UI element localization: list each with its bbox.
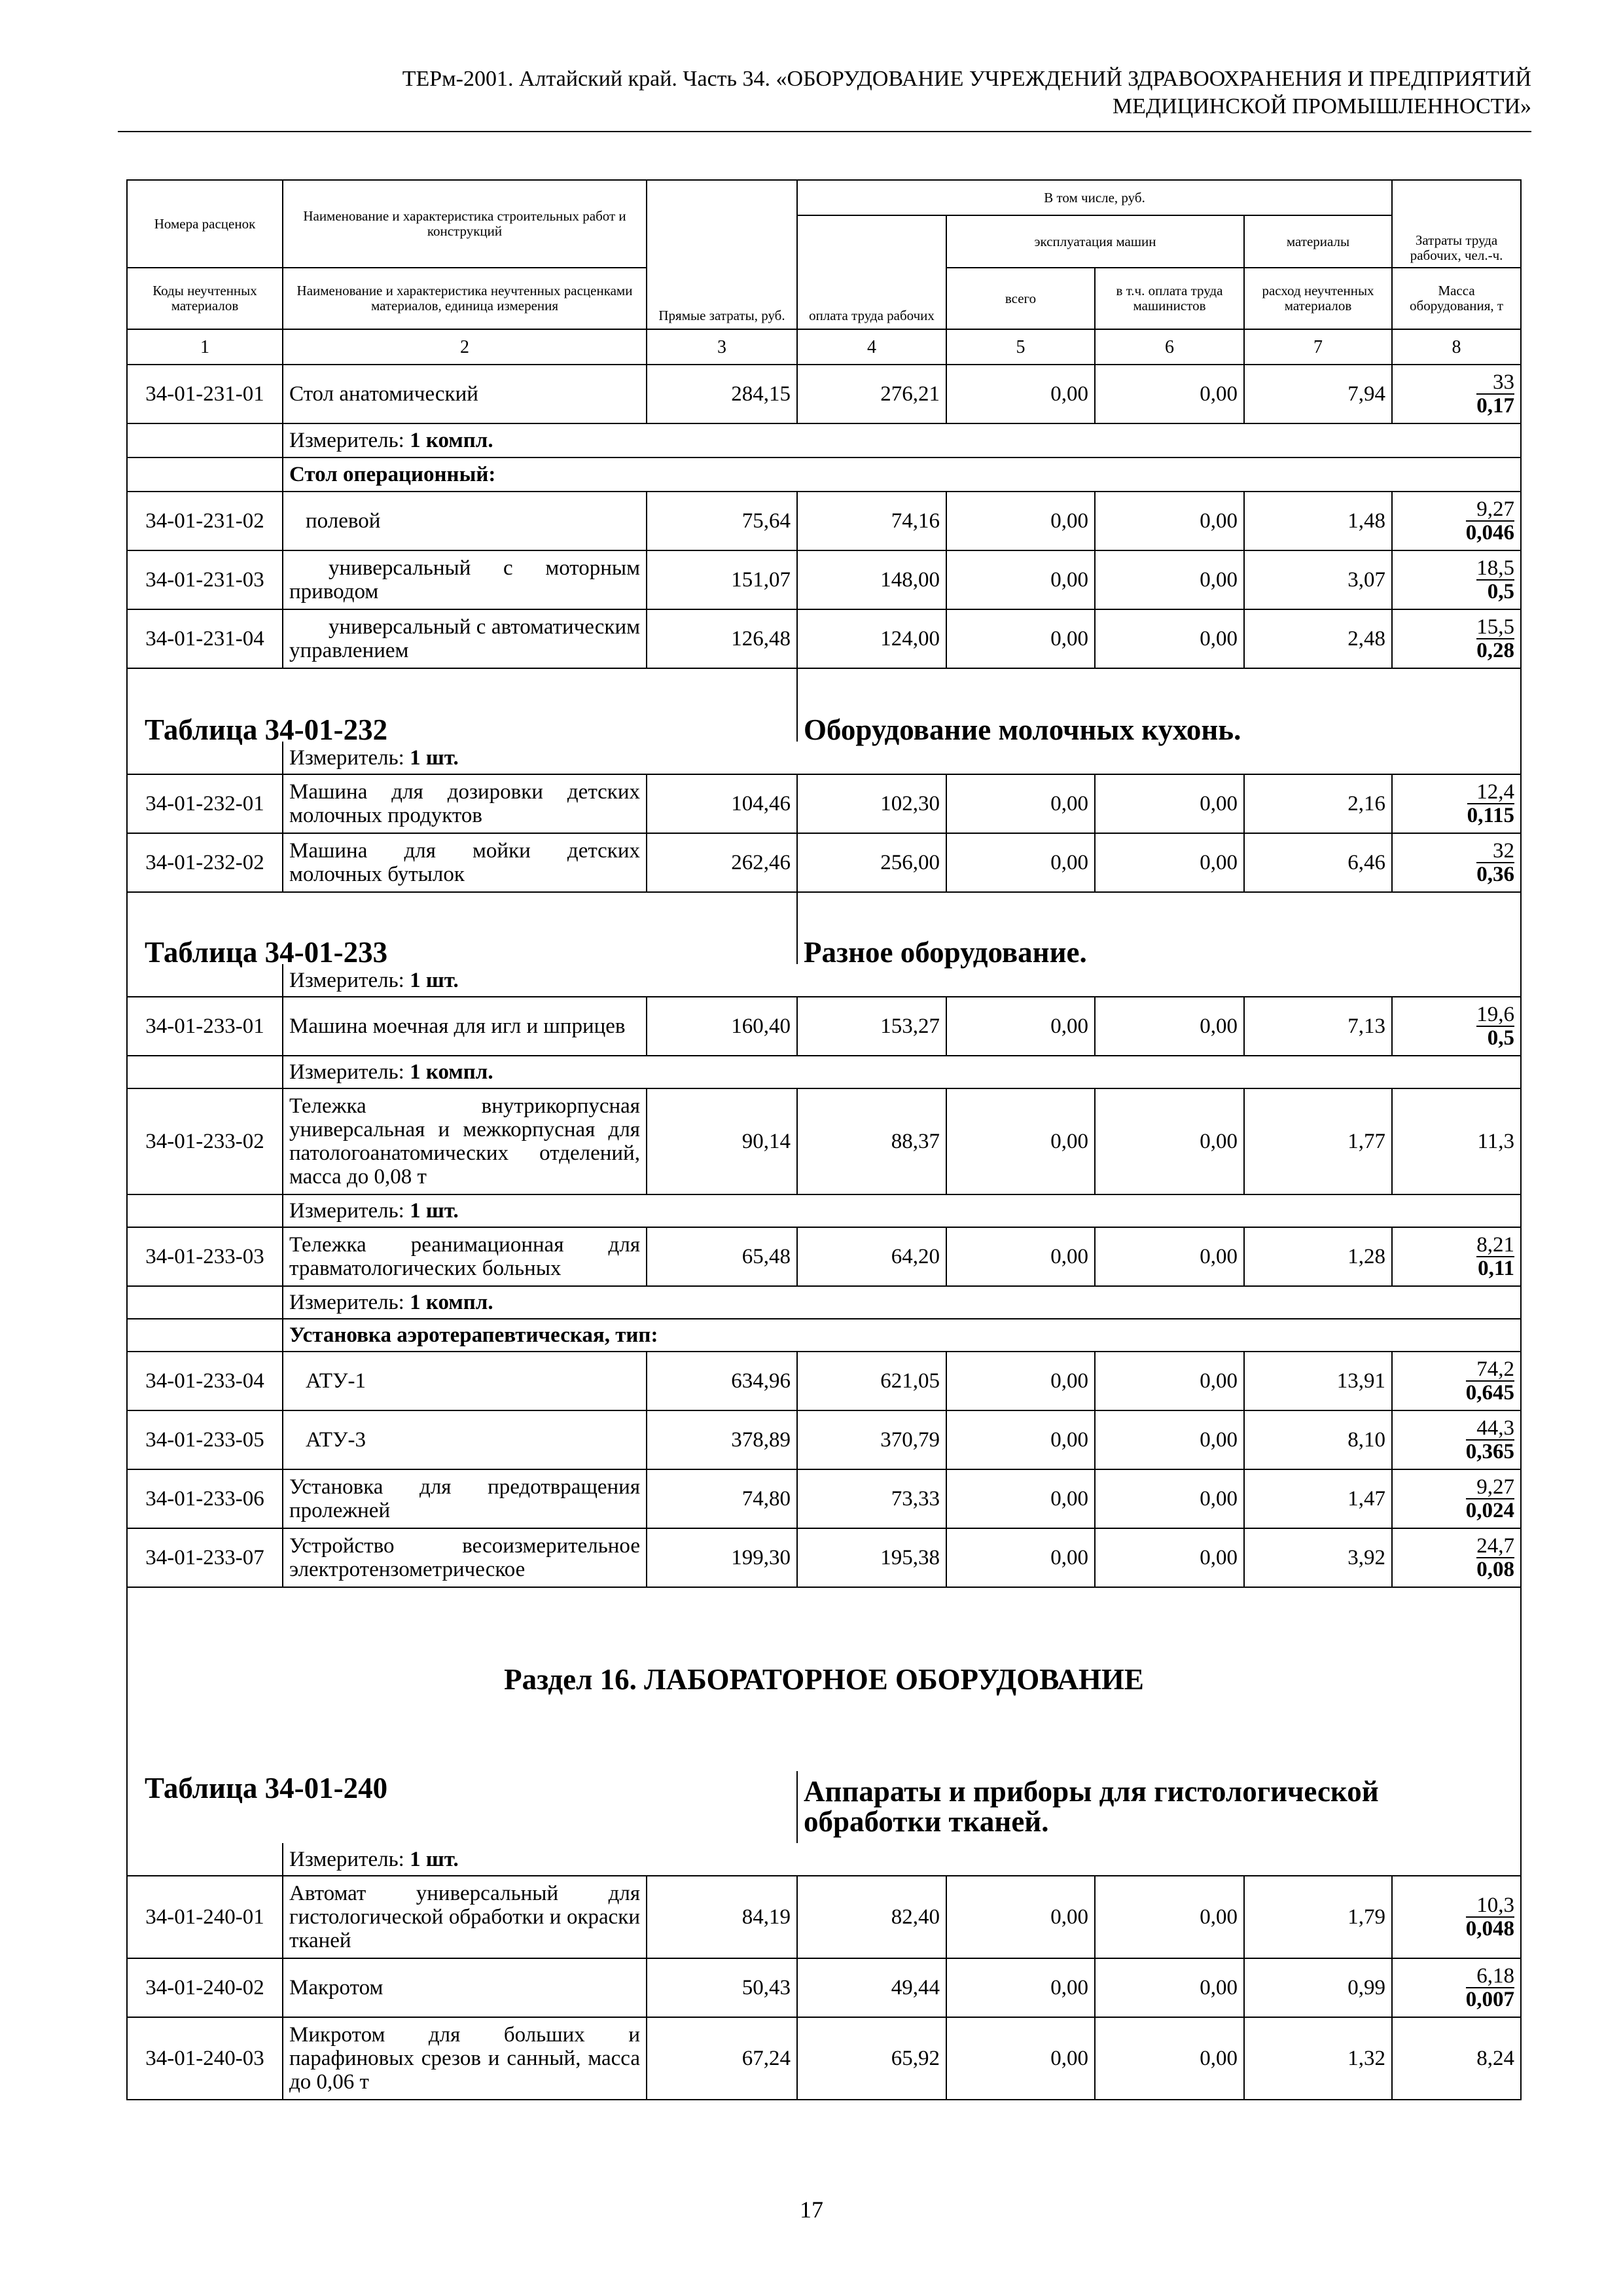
- table-title: Разное оборудование.: [797, 892, 1521, 964]
- machinists-pay: 0,00: [1095, 833, 1244, 892]
- materials: 1,47: [1244, 1469, 1392, 1528]
- rate-code: 34-01-240-01: [127, 1876, 283, 1958]
- rate-code: 34-01-240-02: [127, 1958, 283, 2017]
- rate-code: 34-01-233-01: [127, 997, 283, 1056]
- measure-row: Измеритель: 1 шт.: [283, 964, 1521, 997]
- labor-mass-fraction: $\frac{74,2}{0,645}$: [1465, 1357, 1515, 1405]
- machines-total: 0,00: [946, 833, 1095, 892]
- rate-code: 34-01-231-01: [127, 365, 283, 423]
- machinists-pay: 0,00: [1095, 1088, 1244, 1194]
- labor-pay: 621,05: [797, 1352, 946, 1410]
- labor-pay: 153,27: [797, 997, 946, 1056]
- table-row: [127, 997, 1521, 1056]
- labor-mass-fraction: $\frac{8,21}{0,11}$: [1476, 1232, 1515, 1280]
- rate-name: Макротом: [283, 1958, 647, 2017]
- table-row: [127, 1876, 1521, 1958]
- machines-total: 0,00: [946, 609, 1095, 668]
- labor-pay: 195,38: [797, 1528, 946, 1587]
- materials: 8,10: [1244, 1410, 1392, 1469]
- th-material-consumption: расход неучтенных материалов: [1244, 268, 1392, 329]
- table-number: Таблица 34-01-240: [127, 1771, 797, 1843]
- th-machines: эксплуатация машин: [946, 215, 1244, 268]
- th-total: всего: [946, 268, 1095, 329]
- labor-pay: 124,00: [797, 609, 946, 668]
- labor-pay: 65,92: [797, 2017, 946, 2100]
- table-row: [127, 1469, 1521, 1528]
- table-number: Таблица 34-01-233: [127, 892, 797, 964]
- rate-name: Машина для мойки детских молочных бутылок: [283, 833, 647, 892]
- rate-name: Устройство весоизмерительное электротензометрическое: [283, 1528, 647, 1587]
- rate-name: Автомат универсальный для гистологической обработки и окраски тканей: [283, 1876, 647, 1958]
- section-title: Раздел 16. ЛАБОРАТОРНОЕ ОБОРУДОВАНИЕ: [127, 1587, 1521, 1771]
- header-line-1: ТЕРм-2001. Алтайский край. Часть 34. «ОБОРУДОВАНИЕ УЧРЕЖДЕНИЙ ЗДРАВООХРАНЕНИЯ И ПРЕДПРИЯТИЙ: [402, 67, 1531, 91]
- table-row: [127, 1410, 1521, 1469]
- col-number: 5: [946, 329, 1095, 365]
- materials: 1,79: [1244, 1876, 1392, 1958]
- labor-pay: 256,00: [797, 833, 946, 892]
- rate-code: 34-01-232-02: [127, 833, 283, 892]
- header-line-2: МЕДИЦИНСКОЙ ПРОМЫШЛЕННОСТИ»: [1112, 94, 1531, 118]
- rate-name: полевой: [283, 492, 647, 550]
- rate-name: Машина для дозировки детских молочных продуктов: [283, 774, 647, 833]
- labor-pay: 370,79: [797, 1410, 946, 1469]
- machinists-pay: 0,00: [1095, 609, 1244, 668]
- rate-name: Тележка реанимационная для травматологических больных: [283, 1227, 647, 1286]
- labor-mass-fraction: $\frac{9,27}{0,024}$: [1465, 1475, 1515, 1522]
- table-row: [127, 774, 1521, 833]
- materials: 13,91: [1244, 1352, 1392, 1410]
- direct-cost: 104,46: [647, 774, 797, 833]
- machines-total: 0,00: [946, 1227, 1095, 1286]
- materials: 6,46: [1244, 833, 1392, 892]
- measure-row: Измеритель: 1 шт.: [283, 1843, 1521, 1876]
- direct-cost: 75,64: [647, 492, 797, 550]
- rate-code: 34-01-233-04: [127, 1352, 283, 1410]
- th-incl: В том числе, руб.: [797, 180, 1392, 215]
- labor-mass-fraction: $\frac{10,3}{0,048}$: [1465, 1893, 1515, 1941]
- labor-mass-fraction: $\frac{19,6}{0,5}$: [1476, 1002, 1515, 1050]
- th-name-materials: Наименование и характеристика неучтенных расценками материалов, единица измерения: [283, 268, 647, 329]
- machinists-pay: 0,00: [1095, 365, 1244, 423]
- th-mass: Масса оборудования, т: [1392, 268, 1521, 329]
- direct-cost: 126,48: [647, 609, 797, 668]
- group-title: Стол операционный:: [283, 457, 1521, 492]
- machines-total: 0,00: [946, 492, 1095, 550]
- direct-cost: 284,15: [647, 365, 797, 423]
- rate-name: АТУ-1: [283, 1352, 647, 1410]
- machines-total: 0,00: [946, 1876, 1095, 1958]
- th-codes: Коды неучтенных материалов: [127, 268, 283, 329]
- header-rule: [118, 131, 1531, 132]
- machinists-pay: 0,00: [1095, 1876, 1244, 1958]
- machines-total: 0,00: [946, 1410, 1095, 1469]
- machines-total: 0,00: [946, 1088, 1095, 1194]
- materials: 1,32: [1244, 2017, 1392, 2100]
- measure-row: Измеритель: 1 шт.: [283, 742, 1521, 774]
- machines-total: 0,00: [946, 1352, 1095, 1410]
- direct-cost: 90,14: [647, 1088, 797, 1194]
- th-labor-pay: оплата труда рабочих: [797, 215, 946, 329]
- rate-name: Стол анатомический: [283, 365, 647, 423]
- measure-row: Измеритель: 1 компл.: [283, 1286, 1521, 1319]
- col-number: 2: [283, 329, 647, 365]
- materials: 1,77: [1244, 1088, 1392, 1194]
- machinists-pay: 0,00: [1095, 1958, 1244, 2017]
- labor-mass-fraction: $\frac{18,5}{0,5}$: [1476, 556, 1515, 603]
- machines-total: 0,00: [946, 1528, 1095, 1587]
- rate-name: Установка для предотвращения пролежней: [283, 1469, 647, 1528]
- labor-pay: 73,33: [797, 1469, 946, 1528]
- machinists-pay: 0,00: [1095, 1528, 1244, 1587]
- labor-pay: 148,00: [797, 550, 946, 609]
- materials: 7,94: [1244, 365, 1392, 423]
- machinists-pay: 0,00: [1095, 1227, 1244, 1286]
- direct-cost: 67,24: [647, 2017, 797, 2100]
- th-labor-cost: Затраты труда рабочих, чел.-ч.: [1392, 180, 1521, 268]
- rate-code: 34-01-232-01: [127, 774, 283, 833]
- rate-code: 34-01-233-06: [127, 1469, 283, 1528]
- direct-cost: 74,80: [647, 1469, 797, 1528]
- rate-code: 34-01-233-05: [127, 1410, 283, 1469]
- table-row: [127, 1528, 1521, 1587]
- col-number: 4: [797, 329, 946, 365]
- table-row: [127, 833, 1521, 892]
- labor-mass-fraction: $\frac{44,3}{0,365}$: [1465, 1416, 1515, 1463]
- machinists-pay: 0,00: [1095, 1469, 1244, 1528]
- measure-row: Измеритель: 1 компл.: [283, 423, 1521, 457]
- table-number: Таблица 34-01-232: [127, 668, 797, 742]
- rate-code: 34-01-240-03: [127, 2017, 283, 2100]
- table-row: [127, 492, 1521, 550]
- rate-name: Машина моечная для игл и шприцев: [283, 997, 647, 1056]
- direct-cost: 634,96: [647, 1352, 797, 1410]
- labor-pay: 49,44: [797, 1958, 946, 2017]
- machines-total: 0,00: [946, 997, 1095, 1056]
- table-row: [127, 1227, 1521, 1286]
- rate-name: Тележка внутрикорпусная универсальная и межкорпусная для патологоанатомических отделений, масса до 0,08 т: [283, 1088, 647, 1194]
- table-row: [127, 365, 1521, 423]
- labor-mass-fraction: $\frac{33}{0,17}$: [1476, 370, 1515, 418]
- machinists-pay: 0,00: [1095, 2017, 1244, 2100]
- machinists-pay: 0,00: [1095, 492, 1244, 550]
- materials: 7,13: [1244, 997, 1392, 1056]
- rate-code: 34-01-231-03: [127, 550, 283, 609]
- machines-total: 0,00: [946, 1958, 1095, 2017]
- machinists-pay: 0,00: [1095, 774, 1244, 833]
- materials: 3,07: [1244, 550, 1392, 609]
- direct-cost: 262,46: [647, 833, 797, 892]
- direct-cost: 378,89: [647, 1410, 797, 1469]
- materials: 3,92: [1244, 1528, 1392, 1587]
- group-title: Установка аэротерапевтическая, тип:: [283, 1319, 1521, 1352]
- table-row: [127, 609, 1521, 668]
- labor-cost: 8,24: [1392, 2017, 1521, 2100]
- measure-row: Измеритель: 1 шт.: [283, 1194, 1521, 1227]
- measure-row: Измеритель: 1 компл.: [283, 1056, 1521, 1088]
- rate-name: АТУ-3: [283, 1410, 647, 1469]
- labor-mass-fraction: $\frac{32}{0,36}$: [1476, 838, 1515, 886]
- labor-mass-fraction: $\frac{9,27}{0,046}$: [1465, 497, 1515, 545]
- th-direct: Прямые затраты, руб.: [647, 180, 797, 329]
- labor-pay: 88,37: [797, 1088, 946, 1194]
- labor-mass-fraction: $\frac{6,18}{0,007}$: [1465, 1964, 1515, 2011]
- machinists-pay: 0,00: [1095, 1352, 1244, 1410]
- labor-mass-fraction: $\frac{12,4}{0,115}$: [1467, 780, 1515, 827]
- th-incl-machinists: в т.ч. оплата труда машинистов: [1095, 268, 1244, 329]
- materials: 0,99: [1244, 1958, 1392, 2017]
- labor-mass-fraction: $\frac{24,7}{0,08}$: [1476, 1534, 1515, 1581]
- materials: 1,28: [1244, 1227, 1392, 1286]
- th-materials: материалы: [1244, 215, 1392, 268]
- materials: 1,48: [1244, 492, 1392, 550]
- col-number: 8: [1392, 329, 1521, 365]
- table-title: Аппараты и приборы для гистологической обработки тканей.: [797, 1771, 1521, 1843]
- direct-cost: 84,19: [647, 1876, 797, 1958]
- labor-pay: 74,16: [797, 492, 946, 550]
- direct-cost: 160,40: [647, 997, 797, 1056]
- materials: 2,16: [1244, 774, 1392, 833]
- th-rates-no: Номера расценок: [127, 180, 283, 268]
- rate-name: Микротом для больших и парафиновых срезов и санный, масса до 0,06 т: [283, 2017, 647, 2100]
- machines-total: 0,00: [946, 365, 1095, 423]
- table-row: [127, 550, 1521, 609]
- table-row: [127, 1352, 1521, 1410]
- col-number: 1: [127, 329, 283, 365]
- labor-pay: 102,30: [797, 774, 946, 833]
- labor-mass-fraction: $\frac{15,5}{0,28}$: [1476, 615, 1515, 662]
- rate-code: 34-01-231-02: [127, 492, 283, 550]
- table-title: Оборудование молочных кухонь.: [797, 668, 1521, 742]
- machines-total: 0,00: [946, 550, 1095, 609]
- machinists-pay: 0,00: [1095, 550, 1244, 609]
- running-header: [118, 65, 1531, 120]
- table-row: [127, 1088, 1521, 1194]
- col-number: 3: [647, 329, 797, 365]
- direct-cost: 65,48: [647, 1227, 797, 1286]
- labor-pay: 82,40: [797, 1876, 946, 1958]
- col-number: 6: [1095, 329, 1244, 365]
- rate-code: 34-01-233-02: [127, 1088, 283, 1194]
- machines-total: 0,00: [946, 2017, 1095, 2100]
- rate-code: 34-01-233-07: [127, 1528, 283, 1587]
- rate-name: универсальный с автоматическим управлением: [283, 609, 647, 668]
- machinists-pay: 0,00: [1095, 1410, 1244, 1469]
- machines-total: 0,00: [946, 1469, 1095, 1528]
- rate-code: 34-01-233-03: [127, 1227, 283, 1286]
- rate-name: универсальный с моторным приводом: [283, 550, 647, 609]
- machines-total: 0,00: [946, 774, 1095, 833]
- table-row: [127, 2017, 1521, 2100]
- labor-pay: 276,21: [797, 365, 946, 423]
- rate-code: 34-01-231-04: [127, 609, 283, 668]
- direct-cost: 151,07: [647, 550, 797, 609]
- page-number: 17: [800, 2197, 823, 2223]
- col-number: 7: [1244, 329, 1392, 365]
- materials: 2,48: [1244, 609, 1392, 668]
- direct-cost: 199,30: [647, 1528, 797, 1587]
- table-row: [127, 1958, 1521, 2017]
- rates-table: [126, 179, 1522, 2100]
- labor-pay: 64,20: [797, 1227, 946, 1286]
- labor-cost: 11,3: [1392, 1088, 1521, 1194]
- machinists-pay: 0,00: [1095, 997, 1244, 1056]
- th-name-works: Наименование и характеристика строительных работ и конструкций: [283, 180, 647, 268]
- direct-cost: 50,43: [647, 1958, 797, 2017]
